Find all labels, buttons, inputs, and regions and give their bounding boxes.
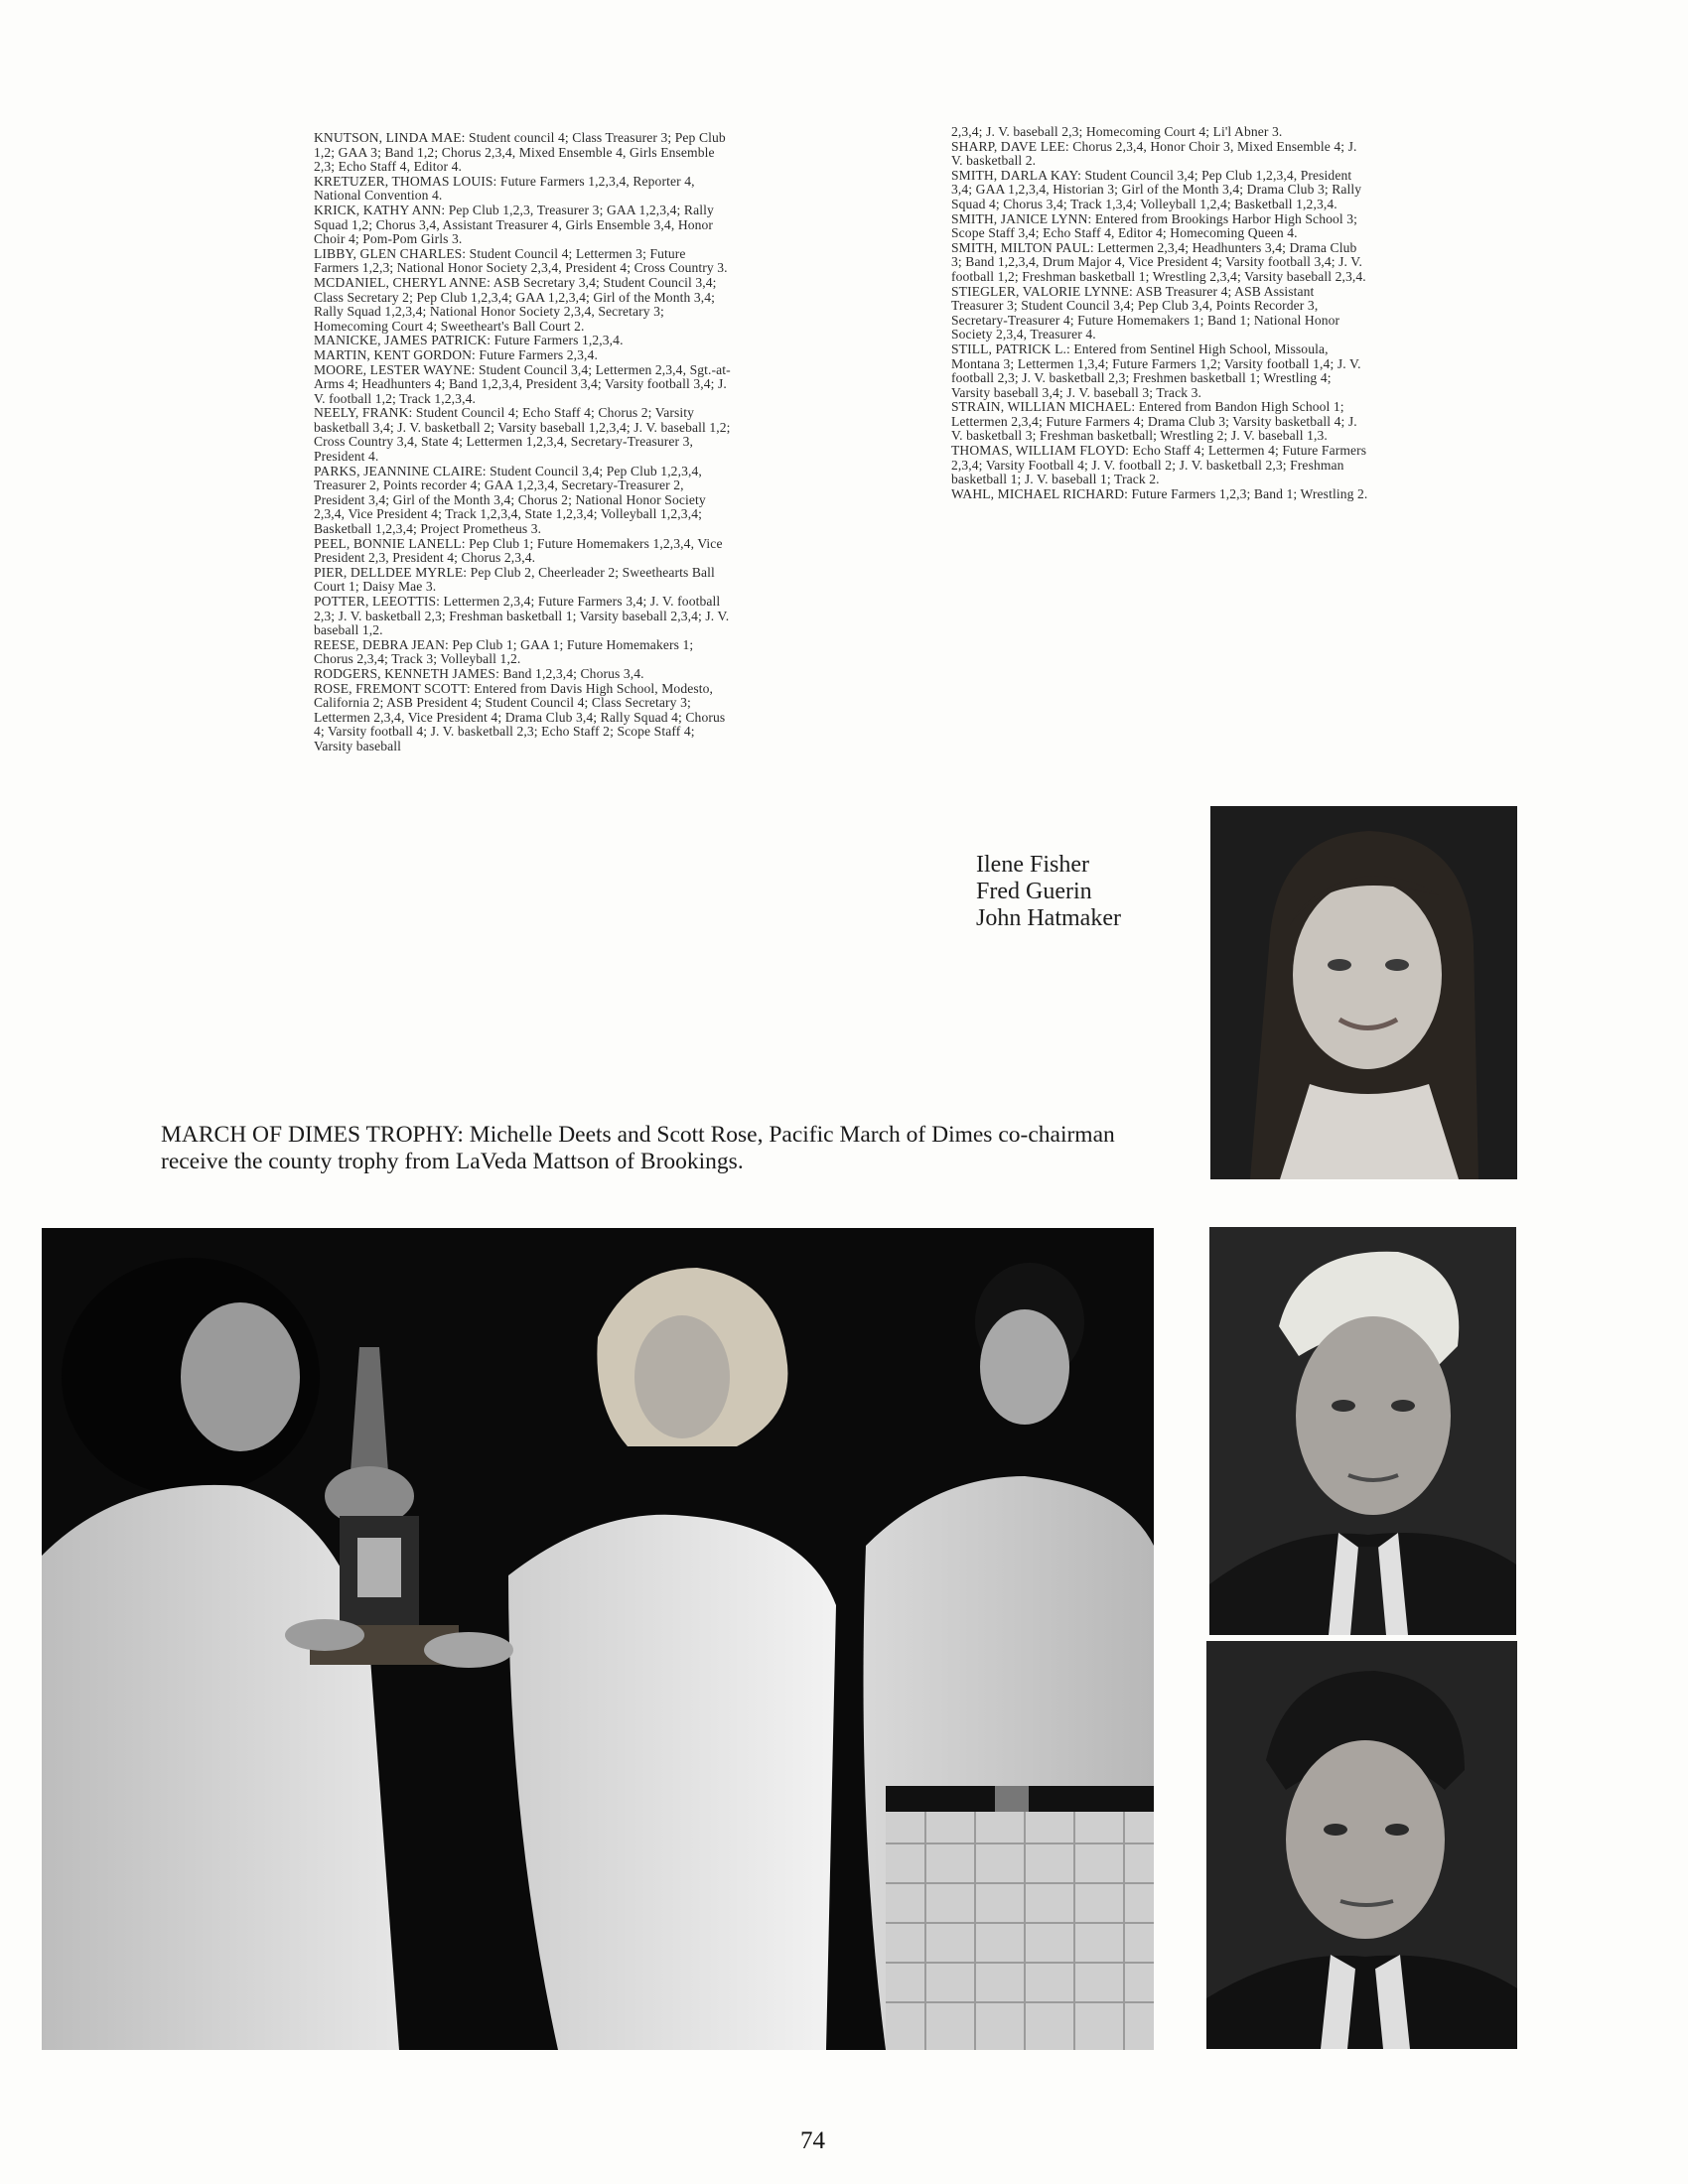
bio-entry: LIBBY, GLEN CHARLES: Student Council 4; Lettermen 3; Future Farmers 1,2,3; National Honor Society 2,3,4, President 4; Cross Country 3. bbox=[314, 245, 728, 276]
bio-entry: KRICK, KATHY ANN: Pep Club 1,2,3, Treasurer 3; GAA 1,2,3,4; Rally Squad 1,2; Chorus 3,4, Assistant Treasurer 4, Girls Ensemble 3,4, Honor Choir 4; Pom-Pom Girls 3. bbox=[314, 202, 714, 247]
bio-entry: PARKS, JEANNINE CLAIRE: Student Council 3,4; Pep Club 1,2,3,4, Treasurer 2, Points recorder 4; GAA 1,2,3,4, Secretary-Treasurer 2, President 3,4; Girl of the Month 3,4; Chorus 2; National Honor Society 2,3,4, Vice President 4; Track 1,2,3,4, State 1,2,3,4; Volleyball 1,2,3,4; Basketball 1,2,3,4; Project Prometheus 3. bbox=[314, 463, 706, 537]
bio-entry: PIER, DELLDEE MYRLE: Pep Club 2, Cheerleader 2; Sweethearts Ball Court 1; Daisy Mae 3. bbox=[314, 564, 715, 595]
bio-column-left bbox=[314, 131, 731, 754]
bio-entry: MOORE, LESTER WAYNE: Student Council 3,4; Lettermen 2,3,4, Sgt.-at-Arms 4; Headhunters 4; Band 1,2,3,4, President 3,4; Varsity football 3,4; J. V. football 1,2; Track 1,2,3,4. bbox=[314, 361, 731, 406]
bio-entry: SMITH, MILTON PAUL: Lettermen 2,3,4; Headhunters 3,4; Drama Club 3; Band 1,2,3,4, Drum Major 4, Vice President 4; Varsity football 3,4; J. V. football 1,2; Freshman basketball 1; Wrestling 2,3,4; Varsity baseball 2,3,4. bbox=[951, 239, 1366, 284]
portrait-photo bbox=[1210, 806, 1517, 1179]
bio-entry: POTTER, LEEOTTIS: Lettermen 2,3,4; Future Farmers 3,4; J. V. football 2,3; J. V. basketball 2,3; Freshman basketball 1; Varsity baseball 2,3,4; J. V. baseball 1,2. bbox=[314, 594, 730, 638]
bio-entry: MARTIN, KENT GORDON: Future Farmers 2,3,4. bbox=[314, 346, 598, 362]
photo-caption: MARCH OF DIMES TROPHY: Michelle Deets and Scott Rose, Pacific March of Dimes co-chairman receive the county trophy from LaVeda Mattson of Brookings. bbox=[161, 1122, 1115, 1174]
bio-entry: WAHL, MICHAEL RICHARD: Future Farmers 1,2,3; Band 1; Wrestling 2. bbox=[951, 485, 1368, 501]
bio-entry: PEEL, BONNIE LANELL: Pep Club 1; Future Homemakers 1,2,3,4, Vice President 2,3, President 4; Chorus 2,3,4. bbox=[314, 535, 723, 566]
bio-entry: STILL, PATRICK L.: Entered from Sentinel High School, Missoula, Montana 3; Lettermen 1,3,4; Future Farmers 1,2; Varsity football 1,4; J. V. football 2,3; J. V. basketball 2,3; Freshmen basketball 1; Wrestling 4; Varsity baseball 3,4; J. V. baseball 3; Track 3. bbox=[951, 341, 1361, 400]
bio-entry: 2,3,4; J. V. baseball 2,3; Homecoming Court 4; Li'l Abner 3. bbox=[951, 124, 1283, 139]
bio-entry: KRETUZER, THOMAS LOUIS: Future Farmers 1,2,3,4, Reporter 4, National Convention 4. bbox=[314, 173, 695, 204]
bio-entry: SMITH, JANICE LYNN: Entered from Brookings Harbor High School 3; Scope Staff 3,4; Echo Staff 4, Editor 4; Homecoming Queen 4. bbox=[951, 210, 1358, 241]
bio-entry: ROSE, FREMONT SCOTT: Entered from Davis High School, Modesto, California 2; ASB President 4; Student Council 4; Class Secretary 3; Lettermen 2,3,4, Vice President 4; Drama Club 3,4; Rally Squad 4; Chorus 4; Varsity football 4; J. V. basketball 2,3; Echo Staff 2; Scope Staff 4; Varsity baseball bbox=[314, 680, 726, 753]
portrait-photo bbox=[1209, 1227, 1516, 1635]
bio-entry: RODGERS, KENNETH JAMES: Band 1,2,3,4; Chorus 3,4. bbox=[314, 665, 644, 681]
bio-entry: SMITH, DARLA KAY: Student Council 3,4; Pep Club 1,2,3,4, President 3,4; GAA 1,2,3,4, Historian 3; Girl of the Month 3,4; Drama Club 3; Rally Squad 4; Chorus 3,4; Track 1,3,4; Volleyball 1,2,4; Basketball 1,2,3,4. bbox=[951, 167, 1362, 211]
bio-entry: REESE, DEBRA JEAN: Pep Club 1; GAA 1; Future Homemakers 1; Chorus 2,3,4; Track 3; Volleyball 1,2. bbox=[314, 636, 694, 667]
trophy-presentation-photo bbox=[42, 1228, 1154, 2050]
bio-entry: STIEGLER, VALORIE LYNNE: ASB Treasurer 4; ASB Assistant Treasurer 3; Student Council 3,4; Pep Club 3,4, Points Recorder 3, Secretary-Treasurer 4; Future Homemakers 1; Band 1; National Honor Society 2,3,4, Treasurer 4. bbox=[951, 283, 1340, 342]
bio-entry: THOMAS, WILLIAM FLOYD: Echo Staff 4; Lettermen 4; Future Farmers 2,3,4; Varsity Football 4; J. V. football 2; J. V. basketball 2,3; Freshman basketball 1; J. V. baseball 1; Track 2. bbox=[951, 443, 1367, 487]
portrait-name-list bbox=[976, 852, 1121, 932]
bio-column-right bbox=[951, 125, 1368, 501]
portrait-name: John Hatmaker bbox=[976, 905, 1121, 931]
bio-entry: SHARP, DAVE LEE: Chorus 2,3,4, Honor Choir 3, Mixed Ensemble 4; J. V. basketball 2. bbox=[951, 138, 1357, 169]
bio-entry: MCDANIEL, CHERYL ANNE: ASB Secretary 3,4; Student Council 3,4; Class Secretary 2; Pep Club 1,2,3,4; GAA 1,2,3,4; Girl of the Month 3,4; Rally Squad 1,2,3,4; National Honor Society 2,3,4, Secretary 3; Homecoming Court 4; Sweetheart's Ball Court 2. bbox=[314, 274, 717, 334]
bio-entry: MANICKE, JAMES PATRICK: Future Farmers 1,2,3,4. bbox=[314, 333, 624, 348]
bio-entry: KNUTSON, LINDA MAE: Student council 4; Class Treasurer 3; Pep Club 1,2; GAA 3; Band 1,2; Chorus 2,3,4, Mixed Ensemble 4, Girls Ensemble 2,3; Echo Staff 4, Editor 4. bbox=[314, 130, 726, 175]
bio-entry: NEELY, FRANK: Student Council 4; Echo Staff 4; Chorus 2; Varsity basketball 3,4; J. V. basketball 2; Varsity baseball 1,2,3,4; J. V. baseball 1,2; Cross Country 3,4, State 4; Lettermen 1,2,3,4, Secretary-Treasurer 3, President 4. bbox=[314, 405, 731, 465]
page-number: 74 bbox=[800, 2127, 825, 2154]
portrait-name: Fred Guerin bbox=[976, 879, 1092, 904]
portrait-name: Ilene Fisher bbox=[976, 852, 1089, 878]
bio-entry: STRAIN, WILLIAN MICHAEL: Entered from Bandon High School 1; Lettermen 2,3,4; Future Farmers 4; Drama Club 3; Varsity basketball 4; J. V. basketball 3; Freshman basketball; Wrestling 2; J. V. baseball 1,3. bbox=[951, 399, 1357, 444]
portrait-photo bbox=[1206, 1641, 1517, 2049]
